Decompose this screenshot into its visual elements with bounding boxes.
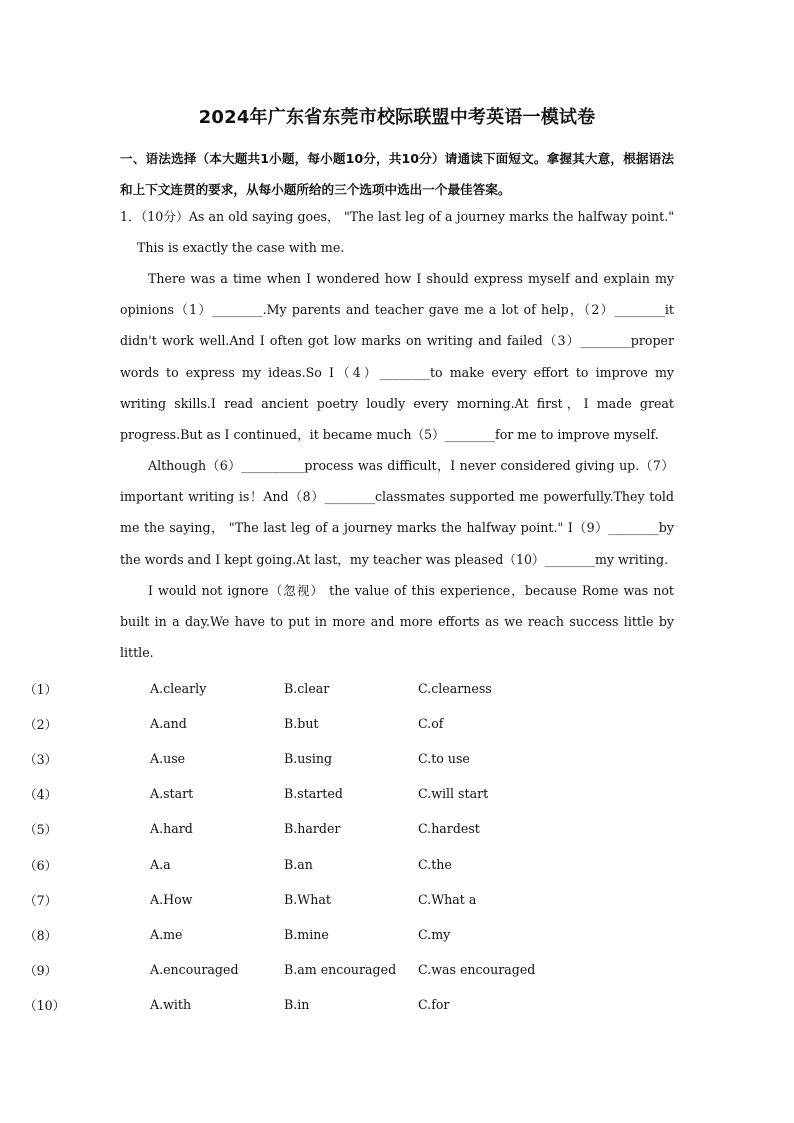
option-row [24, 917, 564, 952]
exam-title: 2024年广东省东莞市校际联盟中考英语一模试卷 [198, 107, 596, 128]
option-b[interactable]: B.am encouraged [284, 961, 397, 977]
option-b[interactable]: B.harder [284, 821, 341, 837]
option-b[interactable]: B.in [284, 996, 310, 1012]
option-number: （2） [24, 717, 58, 733]
option-a[interactable]: A.with [150, 996, 192, 1012]
option-b[interactable]: B.an [284, 856, 313, 872]
passage-paragraph-2: Although（6）__________process was difficult，I never considered giving up.（7）important writing is！And（8）________classmates supported me powerfully.They told me the saying， "The last leg of a journey marks the halfway point." I（9）________by the words and I kept going.At last，my teacher was pleased（10）________my writing. [120, 458, 674, 567]
options-table [24, 671, 564, 1022]
option-row [24, 846, 564, 881]
option-number: （4） [24, 787, 58, 803]
option-number: （6） [24, 857, 58, 873]
option-a[interactable]: A.use [150, 751, 186, 767]
option-c[interactable]: C.hardest [418, 821, 480, 837]
option-number: （8） [24, 927, 58, 943]
question-intro: As an old saying goes， "The last leg of a journey marks the halfway point." This is exactly the case with me. [137, 209, 674, 255]
option-a[interactable]: A.How [150, 891, 193, 907]
question-1-line [120, 201, 674, 263]
option-row [24, 671, 564, 706]
option-a[interactable]: A.encouraged [150, 961, 239, 977]
passage-paragraph-1: There was a time when I wondered how I should express myself and explain my opinions（1）________.My parents and teacher gave me a lot of help，（2）________it didn't work well.And I often got low marks on writing and failed（3）________proper words to express my ideas.So I（4）________to make every effort to improve my writing skills.I read ancient poetry loudly every morning.At first，I made great progress.But as I continued，it became much（5）________for me to improve myself. [120, 271, 674, 443]
option-c[interactable]: C.the [418, 856, 452, 872]
option-c[interactable]: C.my [418, 926, 451, 942]
option-a[interactable]: A.clearly [150, 681, 207, 697]
option-c[interactable]: C.clearness [418, 681, 492, 697]
option-c[interactable]: C.will start [418, 786, 489, 802]
section-instruction: 一、语法选择（本大题共1小题，每小题10分，共10分）请通读下面短文。拿握其大意，根据语法和上下文连贯的要求，从每小题所给的三个选项中选出一个最佳答案。 [120, 151, 674, 197]
option-row [24, 776, 564, 811]
option-number: （9） [24, 962, 58, 978]
option-a[interactable]: A.hard [150, 821, 193, 837]
option-number: （1） [24, 682, 58, 698]
option-number: （3） [24, 752, 58, 768]
option-b[interactable]: B.but [284, 716, 319, 732]
option-number: （7） [24, 892, 58, 908]
option-row [24, 811, 564, 846]
option-number: （10） [24, 997, 66, 1013]
option-c[interactable]: C.for [418, 996, 450, 1012]
option-row [24, 706, 564, 741]
question-number: 1． [120, 209, 141, 224]
option-row [24, 952, 564, 987]
option-a[interactable]: A.me [150, 926, 183, 942]
option-b[interactable]: B.mine [284, 926, 329, 942]
option-c[interactable]: C.to use [418, 751, 470, 767]
option-row [24, 741, 564, 776]
question-score: （10分） [140, 209, 189, 224]
option-a[interactable]: A.start [150, 786, 194, 802]
option-row [24, 987, 564, 1022]
option-a[interactable]: A.and [150, 716, 187, 732]
option-a[interactable]: A.a [150, 856, 171, 872]
option-b[interactable]: B.started [284, 786, 343, 802]
option-c[interactable]: C.was encouraged [418, 961, 536, 977]
option-b[interactable]: B.What [284, 891, 331, 907]
option-number: （5） [24, 822, 58, 838]
option-b[interactable]: B.using [284, 751, 333, 767]
option-c[interactable]: C.of [418, 716, 444, 732]
options-body [24, 671, 564, 1022]
option-b[interactable]: B.clear [284, 681, 330, 697]
option-row [24, 882, 564, 917]
option-c[interactable]: C.What a [418, 891, 477, 907]
passage-paragraph-3: I would not ignore（忽视） the value of this experience，because Rome was not built in a day.We have to put in more and more efforts as we reach success little by little. [120, 583, 674, 661]
question-1-header [120, 201, 674, 263]
